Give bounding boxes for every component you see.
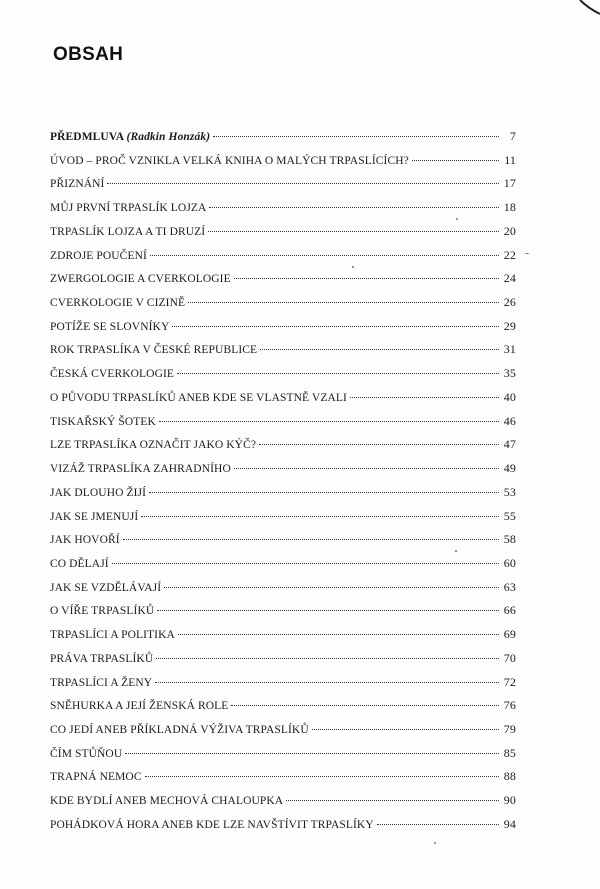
toc-entry-page-number: 58 [503, 532, 516, 547]
dot-leader [156, 658, 499, 659]
toc-entry-page-number: 18 [503, 200, 516, 215]
scan-edge-mark [578, 0, 600, 16]
toc-entry-page-number: 53 [503, 484, 516, 499]
toc-entry-title [50, 321, 169, 333]
toc-entry-title-text: ÚVOD – PROČ VZNIKLA VELKÁ KNIHA O MALÝCH TRPASLÍCÍCH? [50, 154, 409, 167]
toc-entry [50, 129, 516, 153]
toc-entry-page-number: 40 [503, 389, 516, 404]
toc-entry [50, 556, 516, 580]
toc-entry-page-number: 29 [503, 318, 516, 333]
toc-entry [50, 769, 516, 793]
toc-entry [50, 248, 516, 272]
toc-entry [50, 675, 516, 699]
dot-leader [234, 468, 499, 469]
toc-entry-title [50, 297, 185, 309]
toc-entry-title-text: JAK DLOUHO ŽIJÍ [50, 486, 147, 499]
toc-entry [50, 271, 516, 295]
toc-entry-title-text: MŮJ PRVNÍ TRPASLÍK LOJZA [50, 202, 207, 215]
toc-entry-page-number: 31 [503, 342, 516, 357]
toc-entry-page-number: 35 [503, 366, 516, 381]
dot-leader [125, 753, 499, 754]
toc-entry-title-text: POTÍŽE SE SLOVNÍKY [50, 320, 170, 333]
dot-leader [412, 160, 499, 161]
toc-entry-title-text: TRAPNÁ NEMOC [50, 771, 142, 784]
dot-leader [178, 634, 499, 635]
dot-leader [141, 516, 499, 517]
dot-leader [112, 563, 499, 564]
dot-leader [350, 397, 499, 398]
toc-entry-title-text: ZWERGOLOGIE A CVERKOLOGIE [50, 273, 231, 286]
toc-entry-page-number: 49 [503, 461, 516, 476]
toc-entry [50, 580, 516, 604]
scan-speck [525, 253, 529, 254]
toc-entry-title [50, 273, 231, 285]
scan-speck [352, 266, 354, 268]
toc-entry-page-number: 63 [503, 579, 516, 594]
toc-entry [50, 461, 516, 485]
toc-entry-title-text: TISKAŘSKÝ ŠOTEK [50, 415, 156, 428]
dot-leader [234, 278, 499, 279]
toc-entry-title [50, 131, 210, 143]
toc-entry-title [50, 677, 152, 689]
toc-entry [50, 153, 516, 177]
toc-entry [50, 414, 516, 438]
toc-entry-page-number: 69 [503, 627, 516, 642]
toc-entry-title [50, 368, 174, 380]
dot-leader [312, 729, 499, 730]
toc-entry-page-number: 24 [503, 271, 516, 286]
dot-leader [286, 800, 499, 801]
dot-leader [172, 326, 499, 327]
toc-entry-title [50, 629, 175, 641]
toc-entry [50, 319, 516, 343]
dot-leader [177, 373, 499, 374]
toc-entry-page-number: 85 [503, 745, 516, 760]
toc-entry-title-text: VIZÁŽ TRPASLÍKA ZAHRADNÍHO [50, 463, 231, 476]
dot-leader [164, 587, 499, 588]
dot-leader [188, 302, 499, 303]
toc-entry-title [50, 487, 146, 499]
scan-speck [456, 218, 458, 220]
toc-entry-title [50, 700, 228, 712]
toc-entry-title [50, 795, 283, 807]
toc-entry-page-number: 46 [503, 413, 516, 428]
toc-entry-title-text: O PŮVODU TRPASLÍKŮ ANEB KDE SE VLASTNĚ VZALI [50, 391, 347, 404]
toc-entry-page-number: 90 [503, 793, 516, 808]
dot-leader [157, 610, 499, 611]
toc-entry [50, 532, 516, 556]
toc-entry [50, 746, 516, 770]
toc-entry-title [50, 653, 153, 665]
dot-leader [145, 776, 499, 777]
toc-entry-page-number: 76 [503, 698, 516, 713]
toc-entry-page-number: 72 [503, 674, 516, 689]
scan-speck [455, 550, 457, 552]
toc-entry-title-text: TRPASLÍK LOJZA A TI DRUZÍ [50, 225, 206, 238]
dot-leader [149, 492, 499, 493]
toc-entry [50, 509, 516, 533]
toc-entry-title-text: JAK SE JMENUJÍ [50, 510, 139, 523]
dot-leader [159, 421, 499, 422]
toc-entry-title [50, 463, 231, 475]
toc-entry-page-number: 7 [509, 129, 516, 143]
toc-entry-title [50, 250, 147, 262]
toc-entry-page-number: 55 [503, 508, 516, 523]
toc-entry [50, 651, 516, 675]
toc-entry-title [50, 748, 122, 760]
toc-entry-title [50, 771, 142, 783]
toc-entry-title-text: POHÁDKOVÁ HORA ANEB KDE LZE NAVŠTÍVIT TRPASLÍKY [50, 818, 374, 831]
toc-entry-title [50, 819, 374, 831]
page-title: OBSAH [53, 44, 124, 65]
toc-entry [50, 722, 516, 746]
toc-entry-title-text: PŘEDMLUVA [50, 131, 124, 143]
toc-entry-title [50, 724, 309, 736]
toc-entry-title [50, 439, 256, 451]
toc-entry-title-text: O VÍŘE TRPASLÍKŮ [50, 605, 155, 618]
toc-entry-title-text: PRÁVA TRPASLÍKŮ [50, 652, 154, 665]
toc-entry [50, 200, 516, 224]
toc-entry-title-text: TRPASLÍCI A ŽENY [50, 676, 153, 689]
toc-entry [50, 437, 516, 461]
dot-leader [208, 231, 499, 232]
toc-entry-title [50, 416, 156, 428]
dot-leader [107, 183, 499, 184]
toc-entry-title-text: ROK TRPASLÍKA V ČESKÉ REPUBLICE [50, 344, 258, 357]
dot-leader [155, 682, 499, 683]
toc-entry-title-text: CVERKOLOGIE V CIZINĚ [50, 297, 186, 310]
table-of-contents [50, 129, 516, 841]
toc-entry-author: (Radkin Honzák) [126, 131, 211, 143]
dot-leader [259, 444, 499, 445]
toc-entry [50, 793, 516, 817]
toc-entry-page-number: 70 [503, 650, 516, 665]
toc-entry-title [50, 558, 109, 570]
toc-entry-title-text: JAK HOVOŘÍ [50, 534, 120, 547]
toc-entry-title-text: LZE TRPASLÍKA OZNAČIT JAKO KÝČ? [50, 439, 257, 452]
toc-entry-title [50, 511, 138, 523]
toc-entry [50, 485, 516, 509]
dot-leader [123, 539, 499, 540]
toc-entry [50, 603, 516, 627]
toc-entry-title-text: TRPASLÍCI A POLITIKA [50, 629, 175, 642]
dot-leader [150, 255, 499, 256]
toc-entry-title [50, 202, 206, 214]
scan-speck [434, 842, 436, 844]
toc-entry-title-text: KDE BYDLÍ ANEB MECHOVÁ CHALOUPKA [50, 795, 284, 808]
toc-entry-title-text: ČESKÁ CVERKOLOGIE [50, 368, 175, 381]
toc-entry [50, 390, 516, 414]
dot-leader [213, 136, 499, 137]
toc-entry-title [50, 582, 161, 594]
toc-entry-page-number: 79 [503, 721, 516, 736]
toc-entry [50, 817, 516, 841]
toc-entry [50, 366, 516, 390]
toc-entry-title [50, 534, 120, 546]
toc-entry-title-text: ČÍM STŮŇOU [50, 747, 123, 760]
toc-entry [50, 295, 516, 319]
toc-entry-title-text: CO DĚLAJÍ [50, 557, 109, 570]
toc-entry-title-text: PŘIZNÁNÍ [50, 178, 105, 191]
toc-entry [50, 698, 516, 722]
toc-entry-page-number: 17 [503, 176, 516, 191]
dot-leader [209, 207, 499, 208]
toc-entry-page-number: 66 [503, 603, 516, 618]
toc-entry [50, 627, 516, 651]
toc-entry [50, 224, 516, 248]
toc-entry-title [50, 392, 347, 404]
toc-entry-page-number: 94 [503, 816, 516, 831]
dot-leader [231, 705, 499, 706]
toc-entry-title-text: JAK SE VZDĚLÁVAJÍ [50, 581, 162, 594]
toc-entry-title [50, 344, 257, 356]
toc-entry-page-number: 20 [503, 223, 516, 238]
toc-entry-page-number: 88 [503, 769, 516, 784]
toc-entry-title [50, 226, 205, 238]
toc-entry-title-text: CO JEDÍ ANEB PŘÍKLADNÁ VÝŽIVA TRPASLÍKŮ [50, 723, 309, 736]
toc-entry-title-text: SNĚHURKA A JEJÍ ŽENSKÁ ROLE [50, 700, 229, 713]
toc-entry-page-number: 47 [503, 437, 516, 452]
toc-entry-title-text: ZDROJE POUČENÍ [50, 249, 147, 262]
toc-entry-title [50, 155, 409, 167]
dot-leader [377, 824, 499, 825]
toc-entry-title [50, 605, 154, 617]
toc-entry-title [50, 178, 104, 190]
toc-entry [50, 342, 516, 366]
dot-leader [260, 349, 499, 350]
toc-entry-page-number: 60 [503, 555, 516, 570]
toc-entry-page-number: 22 [503, 247, 516, 262]
toc-entry-page-number: 26 [503, 295, 516, 310]
toc-entry [50, 176, 516, 200]
toc-entry-page-number: 11 [504, 152, 516, 167]
